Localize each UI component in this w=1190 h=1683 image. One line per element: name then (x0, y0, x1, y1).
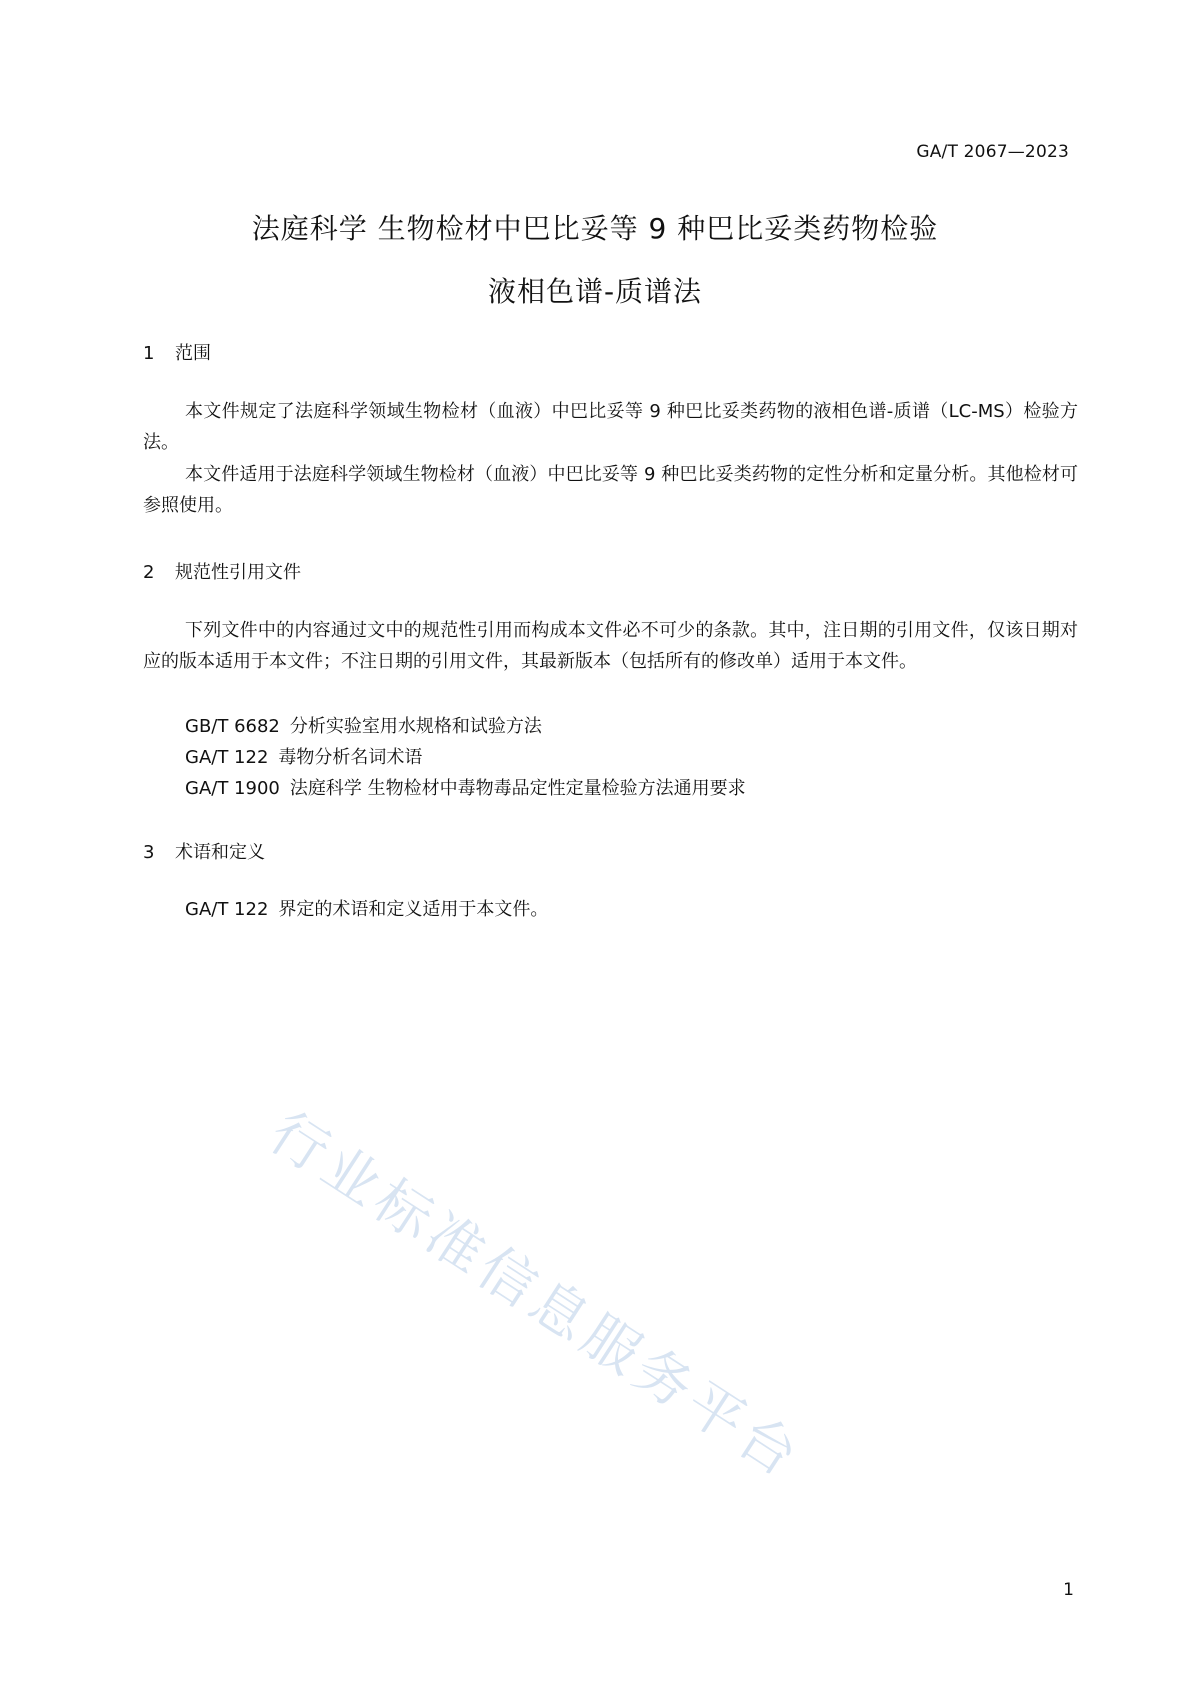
reference-item (185, 743, 422, 769)
reference-item (185, 774, 746, 800)
reference-title: 毒物分析名词术语 (278, 747, 423, 768)
reference-code: GB/T 6682 (185, 716, 280, 737)
terms-reference-code: GA/T 122 (185, 899, 269, 920)
section-title: 术语和定义 (175, 842, 265, 863)
reference-title: 分析实验室用水规格和试验方法 (289, 716, 542, 737)
terms-statement-text: 界定的术语和定义适用于本文件。 (278, 899, 549, 920)
reference-code: GA/T 122 (185, 747, 269, 768)
section-title: 规范性引用文件 (175, 562, 301, 583)
page-number: 1 (1063, 1580, 1074, 1600)
scope-paragraph-1: 本文件规定了法庭科学领域生物检材（血液）中巴比妥等 9 种巴比妥类药物的液相色谱-质谱（LC-MS）检验方法。 (143, 401, 1078, 453)
terms-statement (185, 895, 548, 921)
section-number: 3 (143, 842, 155, 863)
watermark: 行业标准信息服务平台 (258, 1100, 814, 1493)
section-title: 范围 (175, 343, 211, 364)
section-1-heading (143, 339, 211, 365)
document-title-line-2: 液相色谱-质谱法 (487, 275, 703, 308)
reference-title: 法庭科学 生物检材中毒物毒品定性定量检验方法通用要求 (289, 778, 746, 799)
document-title-line-1: 法庭科学 生物检材中巴比妥等 9 种巴比妥类药物检验 (251, 212, 939, 245)
reference-item (185, 712, 542, 738)
section-2-heading (143, 558, 301, 584)
scope-paragraph-2: 本文件适用于法庭科学领域生物检材（血液）中巴比妥等 9 种巴比妥类药物的定性分析和定量分析。其他检材可参照使用。 (143, 464, 1078, 516)
reference-code: GA/T 1900 (185, 778, 280, 799)
section-number: 2 (143, 562, 155, 583)
section-3-heading (143, 838, 265, 864)
section-number: 1 (143, 343, 155, 364)
document-code: GA/T 2067—2023 (916, 142, 1069, 162)
normative-references-paragraph: 下列文件中的内容通过文中的规范性引用而构成本文件必不可少的条款。其中，注日期的引用文件，仅该日期对应的版本适用于本文件；不注日期的引用文件，其最新版本（包括所有的修改单）适用于本文件。 (143, 620, 1078, 672)
